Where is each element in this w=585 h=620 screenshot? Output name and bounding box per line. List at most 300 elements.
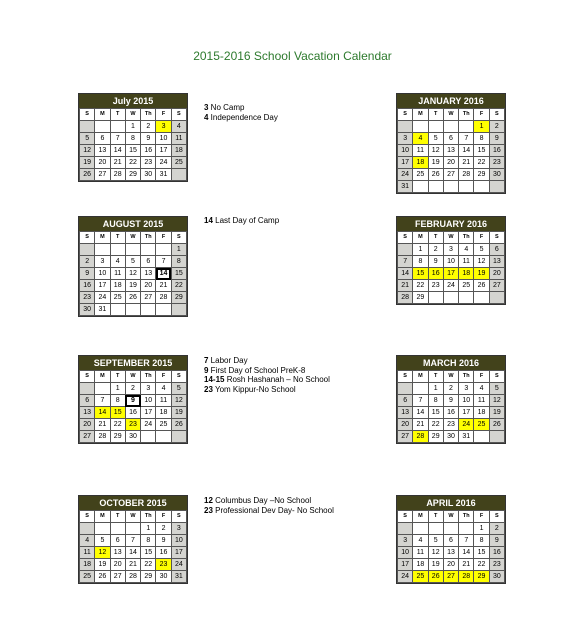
calendar-day <box>489 181 504 193</box>
calendar-day: 16 <box>80 280 95 292</box>
calendar-day: 2 <box>428 244 443 256</box>
day-of-week-header: F <box>474 232 489 244</box>
calendar-week <box>398 431 505 443</box>
calendar-day: 11 <box>413 547 428 559</box>
note-text: Columbus Day –No School <box>212 496 312 505</box>
calendar-day: 17 <box>459 407 474 419</box>
calendar-day: 21 <box>156 280 171 292</box>
calendar-day: 18 <box>80 559 95 571</box>
calendar-week <box>398 121 505 133</box>
calendar-day <box>474 292 489 304</box>
calendar-day: 17 <box>443 268 458 280</box>
calendar-day: 7 <box>156 256 171 268</box>
calendar-week <box>398 559 505 571</box>
day-of-week-header: W <box>443 232 458 244</box>
calendar-day: 10 <box>459 395 474 407</box>
note-date: 9 <box>204 365 209 375</box>
calendar-grid <box>397 510 505 583</box>
calendar-week <box>80 407 187 419</box>
calendar-week <box>80 169 187 181</box>
calendar-day: 23 <box>443 419 458 431</box>
calendar-day: 22 <box>413 280 428 292</box>
calendar-day: 31 <box>95 304 110 316</box>
calendar-week <box>80 304 187 316</box>
calendar-day: 26 <box>171 419 186 431</box>
calendar-week <box>398 407 505 419</box>
calendar-day: 25 <box>413 169 428 181</box>
calendar-day: 13 <box>398 407 413 419</box>
notes-august <box>204 216 279 226</box>
day-of-week-header: F <box>156 109 171 121</box>
calendar-day: 30 <box>489 169 504 181</box>
calendar-day: 19 <box>125 280 140 292</box>
calendar-day: 14 <box>156 268 171 280</box>
calendar-day: 9 <box>141 133 156 145</box>
calendar-day <box>141 304 156 316</box>
calendar-january <box>396 93 506 194</box>
calendar-day: 4 <box>171 121 186 133</box>
calendar-week <box>398 145 505 157</box>
calendar-day: 31 <box>156 169 171 181</box>
calendar-day: 20 <box>110 559 125 571</box>
calendar-day <box>398 121 413 133</box>
calendar-day: 27 <box>489 280 504 292</box>
calendar-day: 13 <box>443 547 458 559</box>
calendar-day: 12 <box>171 395 186 407</box>
note-date: 14 <box>204 216 213 225</box>
calendar-day: 3 <box>156 121 171 133</box>
calendar-day: 22 <box>125 157 140 169</box>
calendar-day: 24 <box>398 571 413 583</box>
calendar-day: 30 <box>80 304 95 316</box>
calendar-day: 8 <box>110 395 125 407</box>
calendar-day: 30 <box>141 169 156 181</box>
calendar-day: 18 <box>110 280 125 292</box>
calendar-day: 20 <box>141 280 156 292</box>
calendar-day: 11 <box>459 256 474 268</box>
calendar-day: 27 <box>141 292 156 304</box>
day-of-week-header: S <box>171 371 186 383</box>
calendar-day <box>443 292 458 304</box>
calendar-day: 12 <box>489 395 504 407</box>
calendar-day: 12 <box>474 256 489 268</box>
calendar-day: 6 <box>80 395 95 407</box>
calendar-week <box>80 280 187 292</box>
calendar-day: 22 <box>110 419 125 431</box>
calendar-day: 5 <box>80 133 95 145</box>
calendar-day <box>428 121 443 133</box>
calendar-day: 17 <box>171 547 186 559</box>
calendar-day: 31 <box>459 431 474 443</box>
day-of-week-header: T <box>110 232 125 244</box>
calendar-week <box>80 383 187 395</box>
calendar-day: 16 <box>489 145 504 157</box>
calendar-day: 25 <box>474 419 489 431</box>
calendar-day: 13 <box>489 256 504 268</box>
day-of-week-header: F <box>156 511 171 523</box>
calendar-week <box>80 121 187 133</box>
day-of-week-header: S <box>80 511 95 523</box>
calendar-day: 4 <box>156 383 171 395</box>
calendar-day: 7 <box>398 256 413 268</box>
calendar-day: 8 <box>125 133 140 145</box>
day-of-week-header: S <box>171 232 186 244</box>
calendar-day: 29 <box>474 571 489 583</box>
calendar-day: 19 <box>95 559 110 571</box>
calendar-day: 5 <box>489 383 504 395</box>
calendar-day: 27 <box>95 169 110 181</box>
calendar-day: 23 <box>156 559 171 571</box>
calendar-day: 14 <box>413 407 428 419</box>
calendar-day: 9 <box>156 535 171 547</box>
calendar-day <box>413 383 428 395</box>
calendar-day <box>459 292 474 304</box>
calendar-day <box>141 431 156 443</box>
note-line <box>204 375 330 385</box>
day-of-week-header: S <box>80 109 95 121</box>
calendar-day: 2 <box>141 121 156 133</box>
calendar-day: 14 <box>95 407 110 419</box>
calendar-day <box>95 244 110 256</box>
calendar-day <box>474 181 489 193</box>
calendar-day: 8 <box>474 133 489 145</box>
calendar-day: 29 <box>413 292 428 304</box>
calendar-day: 15 <box>474 547 489 559</box>
day-of-week-header: Th <box>141 511 156 523</box>
day-of-week-header: S <box>80 371 95 383</box>
note-line <box>204 113 278 123</box>
calendar-day: 17 <box>398 157 413 169</box>
calendar-day: 22 <box>141 559 156 571</box>
day-of-week-header: T <box>428 232 443 244</box>
calendar-week <box>80 157 187 169</box>
calendar-day: 25 <box>413 571 428 583</box>
calendar-day: 15 <box>428 407 443 419</box>
note-text: Last Day of Camp <box>212 216 280 225</box>
calendar-day: 13 <box>95 145 110 157</box>
calendar-day: 15 <box>474 145 489 157</box>
calendar-week <box>398 169 505 181</box>
calendar-day <box>95 383 110 395</box>
calendar-day <box>413 181 428 193</box>
calendar-week <box>398 419 505 431</box>
calendar-day: 23 <box>125 419 140 431</box>
day-of-week-header: Th <box>141 371 156 383</box>
calendar-day: 14 <box>398 268 413 280</box>
calendar-day: 16 <box>428 268 443 280</box>
calendar-day: 30 <box>489 571 504 583</box>
day-of-week-header: T <box>428 371 443 383</box>
day-of-week-header: F <box>156 371 171 383</box>
calendar-month-title: JANUARY 2016 <box>397 94 505 108</box>
calendar-day: 29 <box>110 431 125 443</box>
calendar-day: 27 <box>398 431 413 443</box>
day-of-week-header: M <box>95 232 110 244</box>
calendar-day: 28 <box>125 571 140 583</box>
calendar-day <box>459 523 474 535</box>
calendar-day: 11 <box>413 145 428 157</box>
calendar-grid <box>397 231 505 304</box>
note-date: 7 <box>204 356 209 365</box>
calendar-day: 20 <box>398 419 413 431</box>
calendar-day: 11 <box>80 547 95 559</box>
calendar-day: 7 <box>125 535 140 547</box>
calendar-week <box>80 535 187 547</box>
calendar-day: 8 <box>141 535 156 547</box>
note-line <box>204 366 330 376</box>
calendar-month-title: APRIL 2016 <box>397 496 505 510</box>
day-of-week-header: S <box>489 232 504 244</box>
calendar-day <box>428 181 443 193</box>
calendar-day: 4 <box>459 244 474 256</box>
calendar-day: 1 <box>141 523 156 535</box>
calendar-day: 9 <box>80 268 95 280</box>
day-of-week-header: W <box>443 371 458 383</box>
calendar-day: 26 <box>80 169 95 181</box>
note-line <box>204 356 330 366</box>
calendar-day: 3 <box>141 383 156 395</box>
calendar-day: 28 <box>156 292 171 304</box>
calendar-week <box>80 547 187 559</box>
calendar-day: 25 <box>459 280 474 292</box>
calendar-month-title: AUGUST 2015 <box>79 217 187 231</box>
calendar-day: 17 <box>398 559 413 571</box>
day-of-week-header: Th <box>459 511 474 523</box>
calendar-day: 11 <box>171 133 186 145</box>
day-of-week-header: W <box>125 511 140 523</box>
notes-july <box>204 103 278 122</box>
calendar-week <box>398 395 505 407</box>
day-of-week-header: S <box>489 371 504 383</box>
calendar-day <box>443 121 458 133</box>
day-of-week-header: Th <box>459 109 474 121</box>
calendar-day: 2 <box>125 383 140 395</box>
calendar-day <box>156 244 171 256</box>
day-of-week-header: M <box>95 109 110 121</box>
day-of-week-header: M <box>95 511 110 523</box>
calendar-week <box>80 431 187 443</box>
calendar-day: 18 <box>171 145 186 157</box>
calendar-day: 29 <box>474 169 489 181</box>
calendar-day: 20 <box>443 559 458 571</box>
day-of-week-header: S <box>80 232 95 244</box>
calendar-day: 29 <box>171 292 186 304</box>
calendar-day: 24 <box>156 157 171 169</box>
day-of-week-header: S <box>398 511 413 523</box>
calendar-day: 18 <box>459 268 474 280</box>
calendar-week <box>398 535 505 547</box>
note-date: 23 <box>204 505 213 515</box>
calendar-day: 3 <box>398 535 413 547</box>
calendar-day <box>171 169 186 181</box>
calendar-week <box>80 523 187 535</box>
calendar-day: 28 <box>95 431 110 443</box>
calendar-day: 3 <box>171 523 186 535</box>
calendar-week <box>398 523 505 535</box>
note-date: 4 <box>204 112 209 122</box>
calendar-day: 6 <box>141 256 156 268</box>
calendar-day: 13 <box>141 268 156 280</box>
calendar-day: 21 <box>398 280 413 292</box>
calendar-day: 26 <box>489 419 504 431</box>
calendar-day: 17 <box>141 407 156 419</box>
calendar-day <box>489 292 504 304</box>
day-of-week-header: S <box>398 232 413 244</box>
calendar-day: 13 <box>443 145 458 157</box>
calendar-day: 30 <box>443 431 458 443</box>
calendar-day: 19 <box>428 157 443 169</box>
calendar-day: 3 <box>398 133 413 145</box>
day-of-week-header: S <box>398 109 413 121</box>
day-of-week-header: S <box>171 109 186 121</box>
calendar-day <box>80 523 95 535</box>
calendar-day: 23 <box>141 157 156 169</box>
calendar-february <box>396 216 506 305</box>
calendar-day: 13 <box>110 547 125 559</box>
calendar-september <box>78 355 188 444</box>
calendar-day: 28 <box>459 571 474 583</box>
day-of-week-header: W <box>443 511 458 523</box>
calendar-week <box>398 268 505 280</box>
calendar-day: 27 <box>443 571 458 583</box>
calendar-day: 31 <box>171 571 186 583</box>
day-of-week-header: M <box>95 371 110 383</box>
calendar-day: 6 <box>95 133 110 145</box>
calendar-month-title: OCTOBER 2015 <box>79 496 187 510</box>
calendar-day: 18 <box>413 157 428 169</box>
calendar-day: 4 <box>474 383 489 395</box>
day-of-week-header: M <box>413 511 428 523</box>
calendar-day: 23 <box>489 559 504 571</box>
calendar-day: 4 <box>80 535 95 547</box>
calendar-week <box>80 145 187 157</box>
calendar-day: 10 <box>141 395 156 407</box>
calendar-day <box>398 523 413 535</box>
calendar-month-title: FEBRUARY 2016 <box>397 217 505 231</box>
calendar-august <box>78 216 188 317</box>
note-line <box>204 216 279 226</box>
calendar-day: 11 <box>156 395 171 407</box>
notes-september <box>204 356 330 394</box>
calendar-day: 22 <box>428 419 443 431</box>
calendar-day: 5 <box>171 383 186 395</box>
day-of-week-header: W <box>125 232 140 244</box>
calendar-day <box>95 121 110 133</box>
calendar-day: 5 <box>428 133 443 145</box>
calendar-month-title: SEPTEMBER 2015 <box>79 356 187 370</box>
calendar-day: 2 <box>489 523 504 535</box>
calendar-day: 9 <box>443 395 458 407</box>
calendar-day: 17 <box>95 280 110 292</box>
calendar-day <box>110 304 125 316</box>
calendar-day: 30 <box>125 431 140 443</box>
calendar-day: 19 <box>428 559 443 571</box>
calendar-march <box>396 355 506 444</box>
calendar-day: 12 <box>80 145 95 157</box>
calendar-day: 4 <box>413 535 428 547</box>
calendar-day: 6 <box>110 535 125 547</box>
note-text: Professional Dev Day- No School <box>212 505 334 515</box>
calendar-day <box>141 244 156 256</box>
calendar-day: 24 <box>171 559 186 571</box>
calendar-day: 5 <box>428 535 443 547</box>
calendar-day: 1 <box>171 244 186 256</box>
calendar-day: 25 <box>171 157 186 169</box>
calendar-day: 18 <box>413 559 428 571</box>
calendar-day: 19 <box>489 407 504 419</box>
calendar-day <box>459 121 474 133</box>
day-of-week-header: M <box>413 371 428 383</box>
day-of-week-header: T <box>110 371 125 383</box>
calendar-grid <box>79 510 187 583</box>
day-of-week-header: F <box>474 371 489 383</box>
calendar-day: 9 <box>125 395 140 407</box>
calendar-day: 18 <box>474 407 489 419</box>
calendar-grid <box>79 108 187 181</box>
calendar-day: 1 <box>474 121 489 133</box>
calendar-day: 17 <box>156 145 171 157</box>
calendar-day: 26 <box>95 571 110 583</box>
calendar-day <box>171 304 186 316</box>
calendar-grid <box>79 231 187 316</box>
calendar-day: 15 <box>141 547 156 559</box>
note-date: 23 <box>204 384 213 394</box>
calendar-day: 7 <box>110 133 125 145</box>
note-date: 14-15 <box>204 375 225 384</box>
calendar-week <box>80 559 187 571</box>
calendar-day <box>428 523 443 535</box>
calendar-day: 6 <box>443 133 458 145</box>
calendar-day: 23 <box>80 292 95 304</box>
calendar-day: 5 <box>474 244 489 256</box>
calendar-day <box>413 121 428 133</box>
day-of-week-header: W <box>443 109 458 121</box>
calendar-day <box>398 244 413 256</box>
calendar-day: 8 <box>428 395 443 407</box>
calendar-day: 2 <box>443 383 458 395</box>
calendar-day: 21 <box>125 559 140 571</box>
calendar-day: 2 <box>80 256 95 268</box>
day-of-week-header: Th <box>459 371 474 383</box>
calendar-day <box>125 304 140 316</box>
calendar-day: 19 <box>474 268 489 280</box>
calendar-day: 21 <box>459 559 474 571</box>
calendar-day: 5 <box>125 256 140 268</box>
calendar-day: 14 <box>459 145 474 157</box>
calendar-week <box>80 256 187 268</box>
calendar-day: 12 <box>95 547 110 559</box>
note-date: 12 <box>204 496 213 505</box>
calendar-grid <box>79 370 187 443</box>
calendar-day: 10 <box>171 535 186 547</box>
page-title: 2015-2016 School Vacation Calendar <box>193 49 392 63</box>
calendar-day <box>413 523 428 535</box>
calendar-week <box>398 383 505 395</box>
calendar-day: 13 <box>80 407 95 419</box>
calendar-day <box>110 523 125 535</box>
calendar-day: 14 <box>459 547 474 559</box>
calendar-day: 31 <box>398 181 413 193</box>
calendar-day: 16 <box>443 407 458 419</box>
calendar-day: 15 <box>125 145 140 157</box>
calendar-day: 16 <box>489 547 504 559</box>
calendar-day: 14 <box>110 145 125 157</box>
calendar-day: 14 <box>125 547 140 559</box>
day-of-week-header: W <box>125 109 140 121</box>
calendar-day: 7 <box>459 535 474 547</box>
day-of-week-header: T <box>428 109 443 121</box>
calendar-day: 30 <box>156 571 171 583</box>
